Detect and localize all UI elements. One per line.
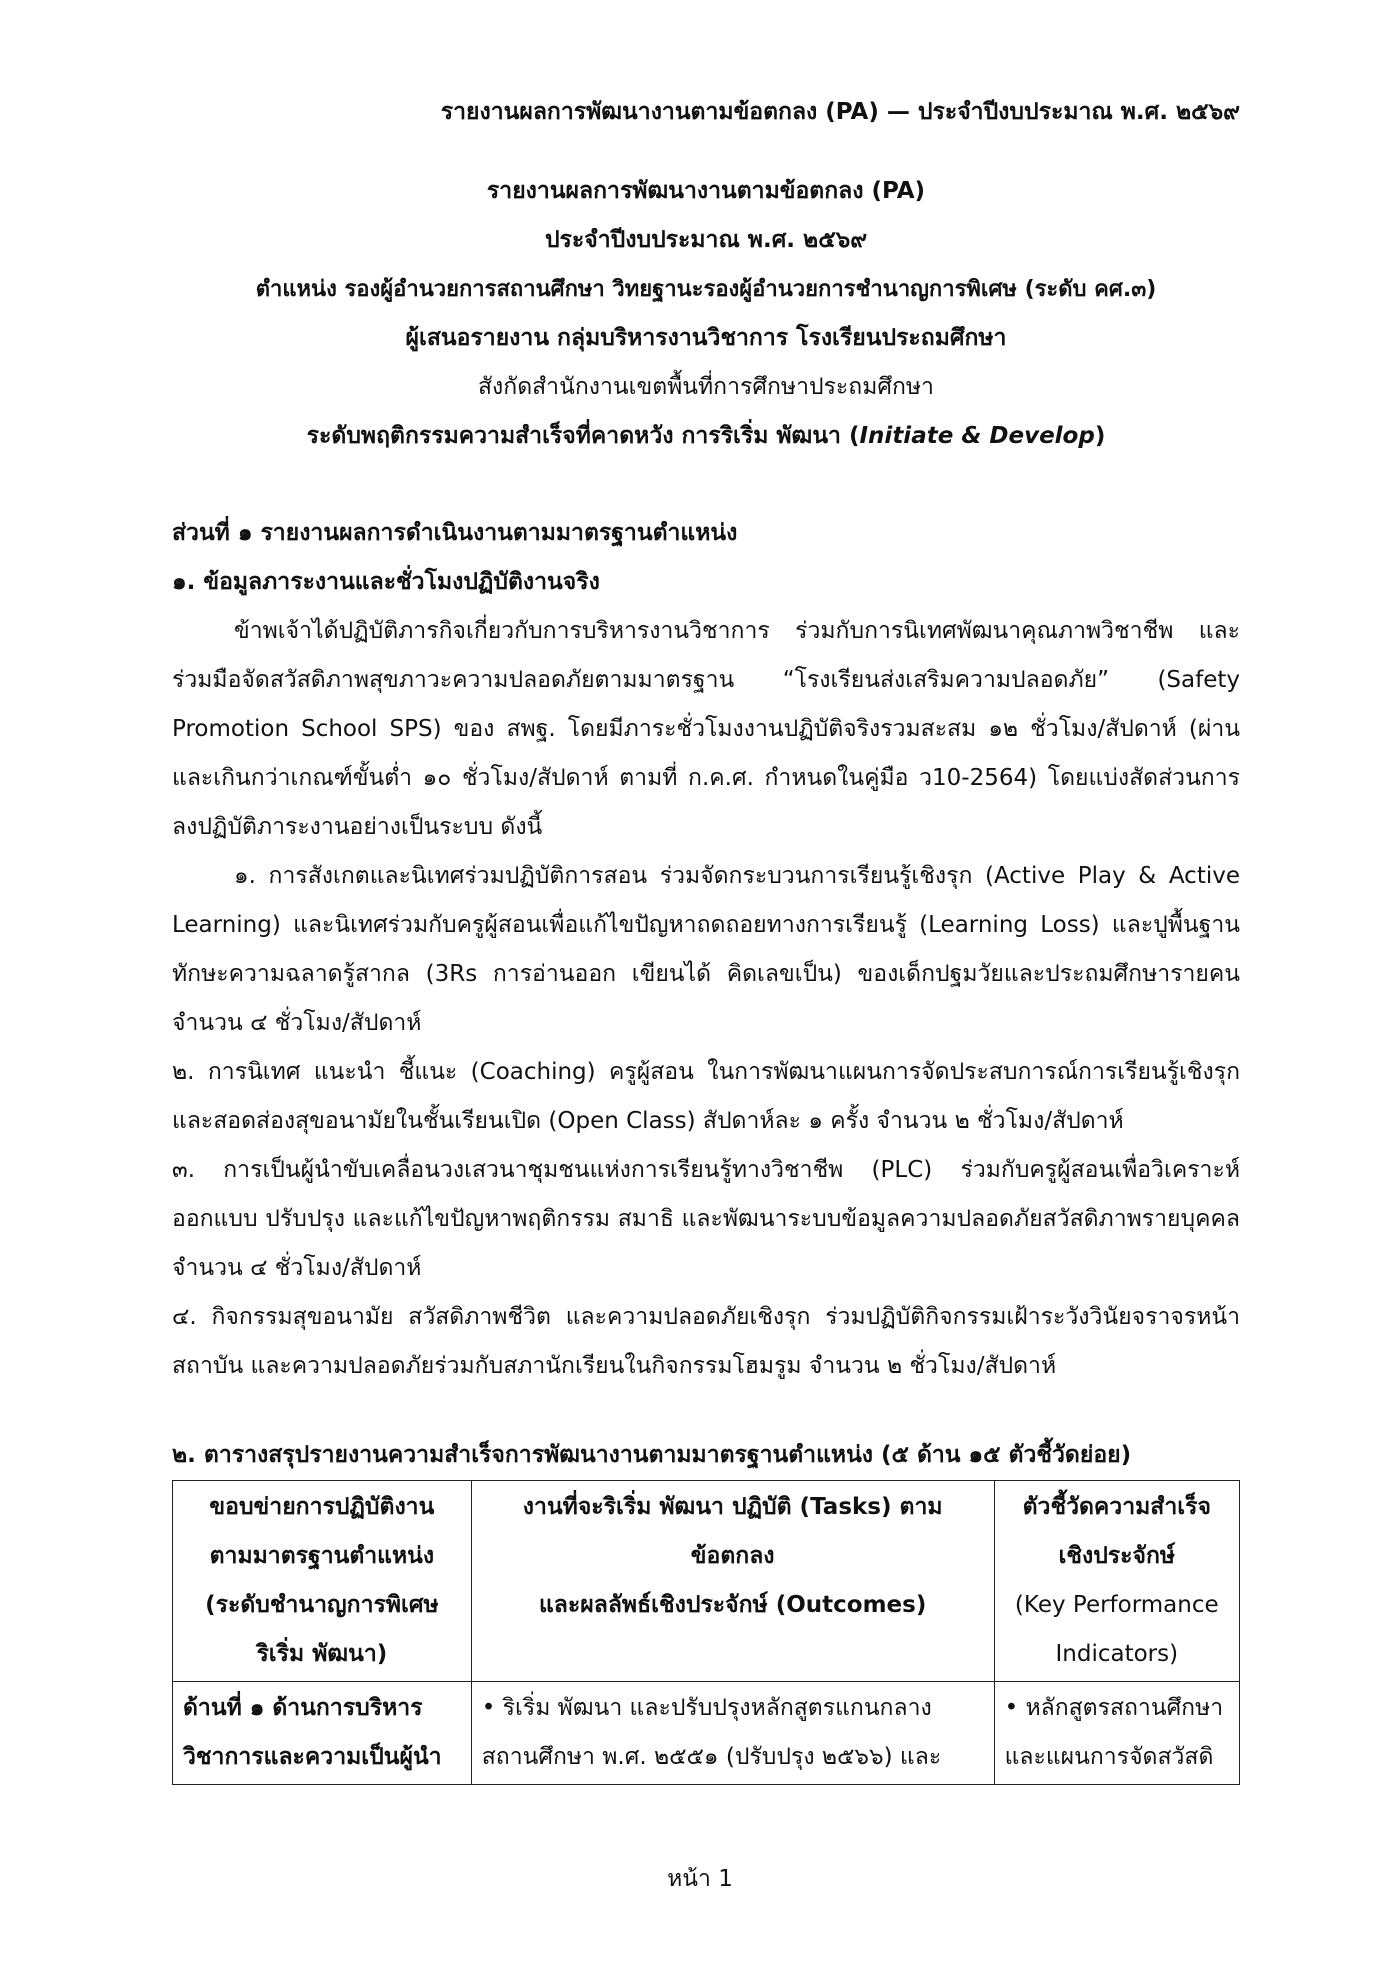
header-tasks-line: และผลลัพธ์เชิงประจักษ์ (Outcomes) [538, 1592, 927, 1618]
section2-heading: ๒. ตารางสรุปรายงานความสำเร็จการพัฒนางานตามมาตรฐานตำแหน่ง (๕ ด้าน ๑๕ ตัวชี้วัดย่อย) [172, 1442, 1132, 1468]
header-cell-tasks [471, 1481, 994, 1682]
title-line-1: รายงานผลการพัฒนางานตามข้อตกลง (PA) [486, 178, 926, 204]
row1-kpi-line: และแผนการจัดสวัสดิ [1004, 1744, 1214, 1770]
header-kpi-line: Indicators) [1055, 1641, 1179, 1667]
header-kpi-line: ตัวชี้วัดความสำเร็จ [1022, 1494, 1211, 1520]
page-number: หน้า 1 [667, 1866, 733, 1892]
header-scope-line: ริเริ่ม พัฒนา) [256, 1641, 388, 1667]
section1-heading: ๑. ข้อมูลภาระงานและชั่วโมงปฏิบัติงานจริง [172, 569, 600, 595]
running-header: รายงานผลการพัฒนางานตามข้อตกลง (PA) — ประจำปีงบประมาณ พ.ศ. ๒๕๖๙ [440, 99, 1240, 125]
row1-kpi-cell [994, 1682, 1239, 1785]
row1-tasks-cell [471, 1682, 994, 1785]
section-gap [172, 1391, 1240, 1431]
header-cell-kpi [994, 1481, 1239, 1682]
header-scope-line: ตามมาตรฐานตำแหน่ง [209, 1543, 435, 1569]
header-tasks-line: งานที่จะริเริ่ม พัฒนา ปฏิบัติ (Tasks) ตาม [522, 1494, 943, 1520]
table-row [173, 1682, 1240, 1785]
header-cell-scope [173, 1481, 472, 1682]
header-kpi-line: (Key Performance [1014, 1592, 1219, 1618]
title-line-5: สังกัดสำนักงานเขตพื้นที่การศึกษาประถมศึกษา [478, 374, 934, 400]
row1-scope-line: ด้านที่ ๑ ด้านการบริหาร [183, 1695, 423, 1721]
intro-paragraph: ข้าพเจ้าได้ปฏิบัติภารกิจเกี่ยวกับการบริหารงานวิชาการ ร่วมกับการนิเทศพัฒนาคุณภาพวิชาชีพ และร่วมมือจัดสวัสดิภาพสุขภาวะความปลอดภัยตามมาตรฐาน “โรงเรียนส่งเสริมความปลอดภัย” (Safety Promotion School SPS) ของ สพฐ. โดยมีภาระชั่วโมงงานปฏิบัติจริงรวมสะสม ๑๒ ชั่วโมง/สัปดาห์ (ผ่านและเกินกว่าเกณฑ์ขั้นต่ำ ๑๐ ชั่วโมง/สัปดาห์ ตามที่ ก.ค.ศ. กำหนดในคู่มือ ว10-2564) โดยแบ่งสัดส่วนการลงปฏิบัติภาระงานอย่างเป็นระบบ ดังนี้ [172, 618, 1240, 840]
title-line-4: ผู้เสนอรายงาน กลุ่มบริหารงานวิชาการ โรงเรียนประถมศึกษา [405, 325, 1007, 351]
workload-item-1: ๑. การสังเกตและนิเทศร่วมปฏิบัติการสอน ร่วมจัดกระบวนการเรียนรู้เชิงรุก (Active Play & Active Learning) และนิเทศร่วมกับครูผู้สอนเพื่อแก้ไขปัญหาถดถอยทางการเรียนรู้ (Learning Loss) และปูพื้นฐานทักษะความฉลาดรู้สากล (3Rs การอ่านออก เขียนได้ คิดเลขเป็น) ของเด็กปฐมวัยและประถมศึกษารายคน จำนวน ๔ ชั่วโมง/สัปดาห์ [172, 863, 1240, 1036]
row1-tasks-line: สถานศึกษา พ.ศ. ๒๕๕๑ (ปรับปรุง ๒๕๖๖) และ [481, 1744, 942, 1770]
workload-item-3: ๓. การเป็นผู้นำขับเคลื่อนวงเสวนาชุมชนแห่งการเรียนรู้ทางวิชาชีพ (PLC) ร่วมกับครูผู้สอนเพื่อวิเคราะห์ ออกแบบ ปรับปรุง และแก้ไขปัญหาพฤติกรรม สมาธิ และพัฒนาระบบข้อมูลความปลอดภัยสวัสดิภาพรายบุคคล จำนวน ๔ ชั่วโมง/สัปดาห์ [172, 1157, 1240, 1281]
row1-scope-cell [173, 1682, 472, 1785]
title-block [172, 167, 1240, 461]
part1-heading: ส่วนที่ ๑ รายงานผลการดำเนินงานตามมาตรฐานตำแหน่ง [172, 520, 738, 546]
title-line-6-italic: Initiate & Develop [859, 423, 1095, 449]
title-line-6-suffix: ) [1094, 423, 1106, 449]
row1-tasks-line: • ริเริ่ม พัฒนา และปรับปรุงหลักสูตรแกนกลาง [481, 1695, 932, 1721]
table-header-row [173, 1481, 1240, 1682]
title-line-2: ประจำปีงบประมาณ พ.ศ. ๒๕๖๙ [544, 227, 868, 253]
title-line-6 [172, 412, 1240, 461]
summary-table [172, 1480, 1240, 1785]
row1-kpi-line: • หลักสูตรสถานศึกษา [1004, 1695, 1224, 1721]
workload-item-4: ๔. กิจกรรมสุขอนามัย สวัสดิภาพชีวิต และความปลอดภัยเชิงรุก ร่วมปฏิบัติกิจกรรมเฝ้าระวังวินัยจราจรหน้าสถาบัน และความปลอดภัยร่วมกับสภานักเรียนในกิจกรรมโฮมรูม จำนวน ๒ ชั่วโมง/สัปดาห์ [172, 1304, 1240, 1379]
header-scope-line: ขอบข่ายการปฏิบัติงาน [209, 1494, 435, 1520]
header-scope-line: (ระดับชำนาญการพิเศษ [205, 1592, 439, 1618]
header-kpi-line: เชิงประจักษ์ [1058, 1543, 1176, 1569]
title-line-3: ตำแหน่ง รองผู้อำนวยการสถานศึกษา วิทยฐานะรองผู้อำนวยการชำนาญการพิเศษ (ระดับ คศ.๓) [255, 277, 1157, 302]
row1-scope-line: วิชาการและความเป็นผู้นำ [183, 1744, 442, 1770]
title-line-6-prefix: ระดับพฤติกรรมความสำเร็จที่คาดหวัง การริเริ่ม พัฒนา ( [306, 423, 860, 449]
workload-item-2: ๒. การนิเทศ แนะนำ ชี้แนะ (Coaching) ครูผู้สอน ในการพัฒนาแผนการจัดประสบการณ์การเรียนรู้เชิงรุกและสอดส่องสุขอนามัยในชั้นเรียนเปิด (Open Class) สัปดาห์ละ ๑ ครั้ง จำนวน ๒ ชั่วโมง/สัปดาห์ [172, 1059, 1240, 1134]
header-tasks-line: ข้อตกลง [690, 1543, 775, 1569]
